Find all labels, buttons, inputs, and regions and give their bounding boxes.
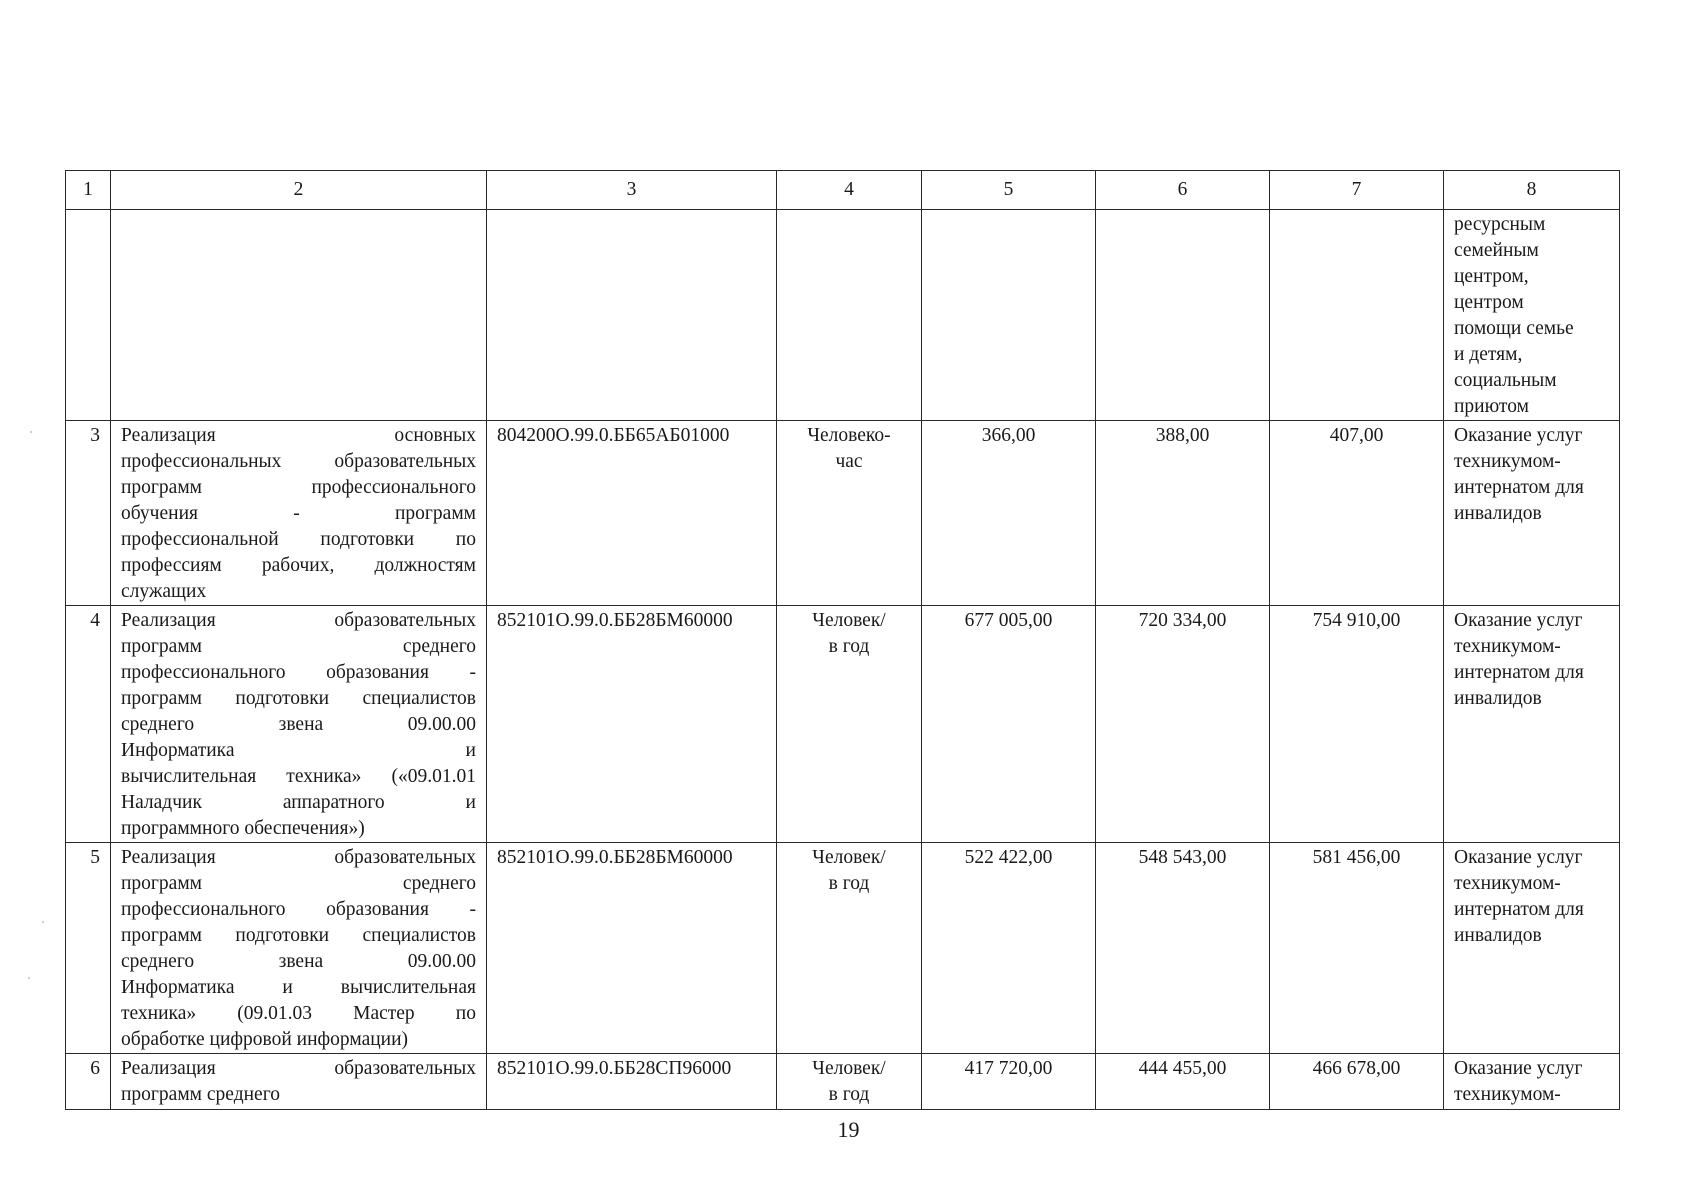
cell-line: инвалидов: [1454, 925, 1542, 946]
cell-line: интернатом для: [1454, 899, 1584, 920]
unit-of-measure: [777, 606, 922, 843]
cell-line: семейным: [1454, 240, 1539, 261]
header-cell-2: 2: [111, 171, 487, 210]
cell-line: программного обеспечения»): [121, 818, 365, 839]
cell-line: Реализация основных: [121, 425, 476, 446]
cell-line: центром: [1454, 292, 1524, 313]
cell-line: Человек/: [812, 1058, 886, 1079]
cell-line: техника» (09.01.03 Мастер по: [121, 1003, 476, 1024]
cell-line: Информатика и: [121, 740, 476, 761]
cell-line: социальным: [1454, 370, 1557, 391]
cell-line: программ среднего: [121, 636, 476, 657]
value-year-1: 366,00: [922, 421, 1096, 606]
header-cell-1: 1: [66, 171, 111, 210]
page-number: 19: [837, 1117, 860, 1142]
cell-line: техникумом-: [1454, 1084, 1561, 1105]
header-cell-3: 3: [487, 171, 777, 210]
cell-line: Реализация образовательных: [121, 847, 476, 868]
header-cell-4: 4: [777, 171, 922, 210]
value-year-1: 677 005,00: [922, 606, 1096, 843]
cell-line: Оказание услуг: [1454, 1058, 1583, 1079]
cell-line: приютом: [1454, 396, 1529, 417]
cell-line: инвалидов: [1454, 503, 1542, 524]
unit-of-measure: [777, 210, 922, 421]
cell-line: техникумом-: [1454, 636, 1561, 657]
cell-line: среднего звена 09.00.00: [121, 714, 476, 735]
value-year-1: 417 720,00: [922, 1054, 1096, 1110]
value-year-1: [922, 210, 1096, 421]
row-number: 5: [66, 843, 111, 1054]
cell-line: обработке цифровой информации): [121, 1029, 409, 1050]
row-number: [66, 210, 111, 421]
cell-line: программ профессионального: [121, 477, 476, 498]
unit-of-measure: [777, 843, 922, 1054]
cell-line: помощи семье: [1454, 318, 1574, 339]
header-cell-6: 6: [1096, 171, 1270, 210]
row-number: 4: [66, 606, 111, 843]
cell-line: центром,: [1454, 266, 1529, 287]
cell-line: профессиональных образовательных: [121, 451, 476, 472]
header-cell-7: 7: [1270, 171, 1444, 210]
value-year-2: [1096, 210, 1270, 421]
cell-line: в год: [828, 1084, 870, 1105]
value-year-2: 548 543,00: [1096, 843, 1270, 1054]
service-name: [111, 843, 487, 1054]
cell-line: профессионального образования -: [121, 662, 476, 683]
cell-line: интернатом для: [1454, 662, 1584, 683]
cell-line: час: [835, 451, 863, 472]
cell-line: программ подготовки специалистов: [121, 688, 476, 709]
cell-line: интернатом для: [1454, 477, 1584, 498]
cell-line: Информатика и вычислительная: [121, 977, 476, 998]
row-number: 3: [66, 421, 111, 606]
cell-line: техникумом-: [1454, 873, 1561, 894]
value-year-2: 444 455,00: [1096, 1054, 1270, 1110]
cell-line: служащих: [121, 581, 207, 602]
table-row: [66, 843, 1620, 1054]
cell-line: и детям,: [1454, 344, 1523, 365]
cell-line: Оказание услуг: [1454, 425, 1583, 446]
cell-line: Человеко-: [807, 425, 891, 446]
scan-speck: [28, 977, 30, 979]
header-cell-8: 8: [1444, 171, 1620, 210]
cell-line: вычислительная техника» («09.01.01: [121, 766, 476, 787]
cell-line: Человек/: [812, 847, 886, 868]
registry-code: 804200О.99.0.ББ65АБ01000: [487, 421, 777, 606]
cell-line: профессиям рабочих, должностям: [121, 555, 476, 576]
cell-line: Оказание услуг: [1454, 847, 1583, 868]
cell-line: профессионального образования -: [121, 899, 476, 920]
cell-line: Оказание услуг: [1454, 610, 1583, 631]
value-year-2: 388,00: [1096, 421, 1270, 606]
cell-line: программ подготовки специалистов: [121, 925, 476, 946]
registry-code: [487, 210, 777, 421]
cell-line: профессиональной подготовки по: [121, 529, 476, 550]
provider-note: [1444, 421, 1620, 606]
cell-line: программ среднего: [121, 873, 476, 894]
cell-line: техникумом-: [1454, 451, 1561, 472]
unit-of-measure: [777, 1054, 922, 1110]
registry-code: 852101О.99.0.ББ28СП96000: [487, 1054, 777, 1110]
value-year-3: [1270, 210, 1444, 421]
table-row: [66, 210, 1620, 421]
services-table: [65, 170, 1620, 1110]
cell-line: Человек/: [812, 610, 886, 631]
header-row: [66, 171, 1620, 210]
table-row: [66, 421, 1620, 606]
scan-speck: [42, 921, 44, 923]
value-year-2: 720 334,00: [1096, 606, 1270, 843]
row-number: 6: [66, 1054, 111, 1110]
scan-speck: [30, 431, 32, 433]
cell-line: в год: [828, 636, 870, 657]
cell-line: Реализация образовательных: [121, 1058, 476, 1079]
value-year-1: 522 422,00: [922, 843, 1096, 1054]
table-row: [66, 606, 1620, 843]
table-row: [66, 1054, 1620, 1110]
value-year-3: 407,00: [1270, 421, 1444, 606]
service-name: [111, 1054, 487, 1110]
cell-line: среднего звена 09.00.00: [121, 951, 476, 972]
registry-code: 852101О.99.0.ББ28БМ60000: [487, 843, 777, 1054]
provider-note: [1444, 606, 1620, 843]
provider-note: [1444, 1054, 1620, 1110]
cell-line: программ среднего: [121, 1084, 280, 1105]
value-year-3: 581 456,00: [1270, 843, 1444, 1054]
header-cell-5: 5: [922, 171, 1096, 210]
registry-code: 852101О.99.0.ББ28БМ60000: [487, 606, 777, 843]
service-name: [111, 606, 487, 843]
service-name: [111, 421, 487, 606]
cell-line: в год: [828, 873, 870, 894]
value-year-3: 754 910,00: [1270, 606, 1444, 843]
cell-line: обучения - программ: [121, 503, 476, 524]
service-name: [111, 210, 487, 421]
cell-line: Наладчик аппаратного и: [121, 792, 476, 813]
provider-note: [1444, 210, 1620, 421]
value-year-3: 466 678,00: [1270, 1054, 1444, 1110]
cell-line: инвалидов: [1454, 688, 1542, 709]
unit-of-measure: [777, 421, 922, 606]
cell-line: Реализация образовательных: [121, 610, 476, 631]
cell-line: ресурсным: [1454, 214, 1546, 235]
provider-note: [1444, 843, 1620, 1054]
